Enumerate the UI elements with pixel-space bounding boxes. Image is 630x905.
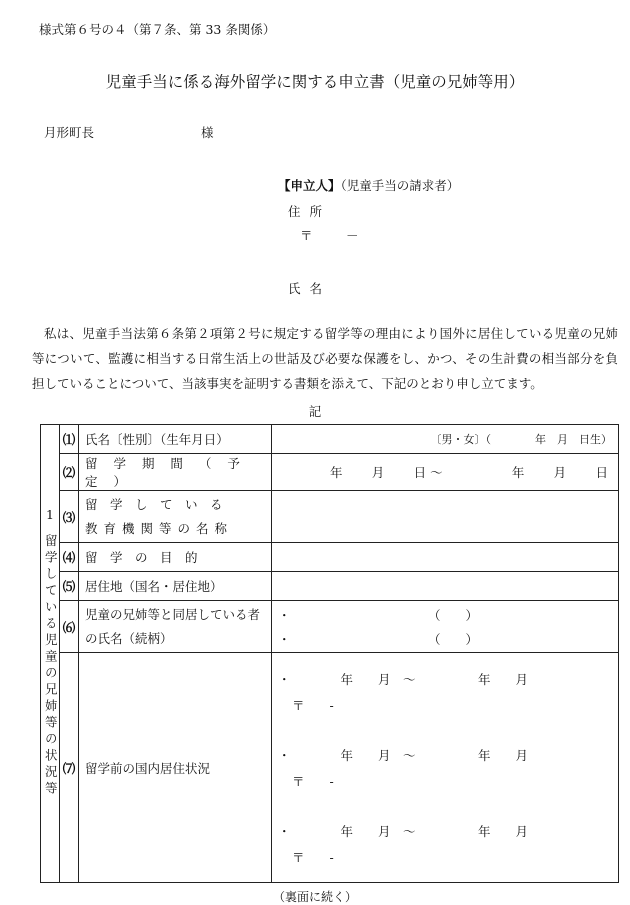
applicant-heading-note: （児童手当の請求者） [340, 178, 460, 193]
statement-text: 私は、児童手当法第６条第２項第２号に規定する留学等の理由により国外に居住している児童の兄姉等について、監護に相当する日常生活上の世話及び必要な保護をし、かつ、その生計費の相当部分を負担していることについて、当該事実を証明する書類を添えて、下記のとおり申し立てます。 [32, 326, 618, 391]
row-number: ⑹ [60, 601, 79, 653]
period-year-start: 年 [330, 465, 343, 480]
cohabitant-label-line1: 児童の兄姉等と同居している者 [85, 606, 261, 622]
postal-dash: － [346, 228, 359, 243]
residence-entry [278, 818, 612, 870]
row-label: 氏名〔性別〕（生年月日） [79, 425, 272, 454]
residence-period: ・ 年 月 ～ 年 月 [278, 671, 529, 687]
continued-note: （裏面に続く） [272, 890, 357, 904]
cohabitant-bullet: ・ [278, 631, 291, 647]
residence-postal: 〒 - [292, 697, 334, 713]
period-day-end: 日 [595, 465, 608, 480]
honorific: 様 [201, 125, 214, 140]
pre-study-residence-field[interactable] [272, 653, 619, 883]
applicant-heading-bold: 【申立人】 [278, 178, 341, 193]
table-row [41, 653, 619, 883]
cohabitant-bullet: ・ [278, 607, 291, 623]
period-label: 留 学 期 間 （ 予 定 ） [85, 456, 246, 489]
addressee: 月形町長 [44, 125, 95, 140]
school-label-line2: 教育機関等の名称 [85, 520, 234, 536]
row-number: ⑷ [60, 543, 79, 572]
school-name-field[interactable] [272, 491, 619, 543]
relationship-paren: （ ） [428, 607, 479, 623]
row-label: 留 学 の 目 的 [79, 543, 272, 572]
name-gender-field[interactable] [272, 425, 619, 454]
row-number: ⑺ [60, 653, 79, 883]
gender-birth-hint: 〔男・女〕（ 年 月 日生） [430, 433, 612, 446]
row-label [79, 491, 272, 543]
period-month-start: 月 [371, 465, 385, 480]
cohabitant-label-line2: の氏名（続柄） [85, 630, 173, 646]
row-number: ⑴ [60, 425, 79, 454]
period-month-end: 月 [553, 465, 567, 480]
table-row [41, 425, 619, 454]
table-row [41, 601, 619, 653]
row-label: 居住地（国名・居住地） [79, 572, 272, 601]
residence-postal: 〒 - [292, 773, 334, 789]
residence-entry [278, 742, 612, 794]
row-number: ⑸ [60, 572, 79, 601]
table-row [41, 491, 619, 543]
row-label [79, 454, 272, 491]
school-label-line1: 留 学 し て い る [85, 496, 223, 512]
table-row [41, 454, 619, 491]
residence-period: ・ 年 月 ～ 年 月 [278, 747, 529, 763]
study-period-field[interactable] [272, 454, 619, 491]
row-label: 留学前の国内居住状況 [79, 653, 272, 883]
section-title: 留学している児童の兄姉等の状況等 [43, 533, 59, 798]
row-number: ⑶ [60, 491, 79, 543]
table-row [41, 543, 619, 572]
section-cell [41, 425, 60, 883]
table-row [41, 572, 619, 601]
residence-postal: 〒 - [292, 849, 334, 865]
postal-mark: 〒 [300, 228, 313, 243]
status-table [40, 424, 619, 883]
residence-field[interactable] [272, 572, 619, 601]
ki-heading: 記 [308, 404, 322, 419]
cohabitants-field[interactable] [272, 601, 619, 653]
row-label [79, 601, 272, 653]
relationship-paren: （ ） [428, 631, 479, 647]
residence-period: ・ 年 月 ～ 年 月 [278, 823, 529, 839]
purpose-field[interactable] [272, 543, 619, 572]
period-day-start: 日 ～ [413, 465, 443, 480]
address-label: 住所 [288, 204, 332, 219]
residence-entry [278, 666, 612, 718]
row-number: ⑵ [60, 454, 79, 491]
form-number: 様式第６号の４（第７条、第 33 条関係） [39, 22, 276, 37]
document-title: 児童手当に係る海外留学に関する申立書（児童の兄姉等用） [105, 73, 525, 91]
section-number: 1 [46, 506, 54, 522]
applicant-heading [278, 176, 459, 194]
name-label: 氏名 [288, 281, 332, 296]
period-year-end: 年 [511, 465, 525, 480]
